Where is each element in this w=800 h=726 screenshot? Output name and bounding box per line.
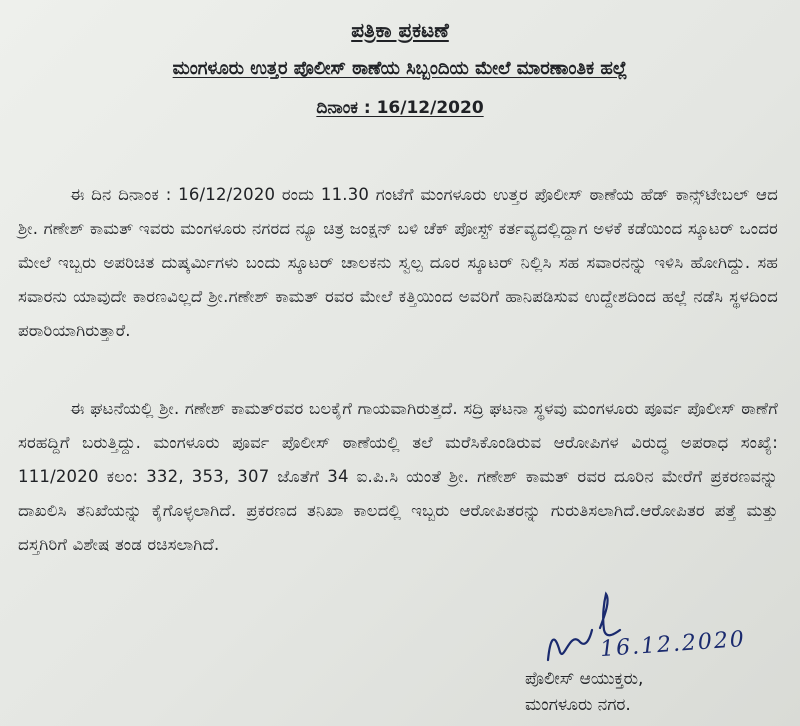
signatory-designation: ಪೊಲೀಸ್ ಆಯುಕ್ತರು,	[525, 669, 644, 689]
signature-date: 16.12.2020	[599, 626, 747, 663]
signatory-block	[525, 666, 643, 718]
document-title: ಪತ್ರಿಕಾ ಪ್ರಕಟಣೆ	[351, 18, 449, 42]
document-subject: ಮಂಗಳೂರು ಉತ್ತರ ಪೊಲೀಸ್ ಠಾಣೆಯ ಸಿಬ್ಬಂದಿಯ ಮೇಲೆ ಮಾರಣಾಂತಿಕ ಹಲ್ಲೆ	[172, 58, 628, 79]
paragraph-incident: ಈ ದಿನ ದಿನಾಂಕ : 16/12/2020 ರಂದು 11.30 ಗಂಟೆಗೆ ಮಂಗಳೂರು ಉತ್ತರ ಪೊಲೀಸ್ ಠಾಣೆಯ ಹೆಡ್ ಕಾನ್ಸ್‌ಟೇಬಲ್ ಆದ ಶ್ರೀ. ಗಣೇಶ್ ಕಾಮತ್ ಇವರು ಮಂಗಳೂರು ನಗರದ ನ್ಯೂ ಚಿತ್ರ ಜಂಕ್ಷನ್ ಬಳಿ ಚೆಕ್ ಪೋಸ್ಟ್ ಕರ್ತವ್ಯದಲ್ಲಿದ್ದಾಗ ಅಳಕೆ ಕಡೆಯಿಂದ ಸ್ಕೂಟರ್ ಒಂದರ ಮೇಲೆ ಇಬ್ಬರು ಅಪರಿಚಿತ ದುಷ್ಕರ್ಮಿಗಳು ಬಂದು ಸ್ಕೂಟರ್ ಚಾಲಕನು ಸ್ವಲ್ಪ ದೂರ ಸ್ಕೂಟರ್ ನಿಲ್ಲಿಸಿ ಸಹ ಸವಾರನನ್ನು ಇಳಿಸಿ ಹೋಗಿದ್ದು. ಸಹ ಸವಾರನು ಯಾವುದೇ ಕಾರಣವಿಲ್ಲದೆ ಶ್ರೀ.ಗಣೇಶ್ ಕಾಮತ್ ರವರ ಮೇಲೆ ಕತ್ತಿಯಿಂದ ಅವರಿಗೆ ಹಾನಿಪಡಿಸುವ ಉದ್ದೇಶದಿಂದ ಹಲ್ಲೆ ನಡೆಸಿ ಸ್ಥಳದಿಂದ ಪರಾರಿಯಾಗಿರುತ್ತಾರೆ.	[18, 185, 778, 340]
paragraph-case-details: ಈ ಘಟನೆಯಲ್ಲಿ ಶ್ರೀ. ಗಣೇಶ್ ಕಾಮತ್‌ರವರ ಬಲಕೈಗೆ ಗಾಯವಾಗಿರುತ್ತದೆ. ಸದ್ರಿ ಘಟನಾ ಸ್ಥಳವು ಮಂಗಳೂರು ಪೂರ್ವ ಪೊಲೀಸ್ ಠಾಣೆಗೆ ಸರಹದ್ದಿಗೆ ಬರುತ್ತಿದ್ದು. ಮಂಗಳೂರು ಪೂರ್ವ ಪೊಲೀಸ್ ಠಾಣೆಯಲ್ಲಿ ತಲೆ ಮರೆಸಿಕೊಂಡಿರುವ ಆರೋಪಿಗಳ ವಿರುದ್ಧ ಅಪರಾಧ ಸಂಖ್ಯೆ: 111/2020 ಕಲಂ: 332, 353, 307 ಜೊತೆಗೆ 34 ಐ.ಪಿ.ಸಿ ಯಂತೆ ಶ್ರೀ. ಗಣೇಶ್ ಕಾಮತ್ ರವರ ದೂರಿನ ಮೇರೆಗೆ ಪ್ರಕರಣವನ್ನು ದಾಖಲಿಸಿ ತನಿಖೆಯನ್ನು ಕೈಗೊಳ್ಳಲಾಗಿದೆ. ಪ್ರಕರಣದ ತನಿಖಾ ಕಾಲದಲ್ಲಿ ಇಬ್ಬರು ಆರೋಪಿತರನ್ನು ಗುರುತಿಸಲಾಗಿದೆ.ಆರೋಪಿತರ ಪತ್ತೆ ಮತ್ತು ದಸ್ತಗಿರಿಗೆ ವಿಶೇಷ ತಂಡ ರಚಿಸಲಾಗಿದೆ.	[18, 399, 778, 554]
signatory-office: ಮಂಗಳೂರು ನಗರ.	[525, 695, 631, 715]
document-date: ದಿನಾಂಕ : 16/12/2020	[316, 98, 484, 118]
